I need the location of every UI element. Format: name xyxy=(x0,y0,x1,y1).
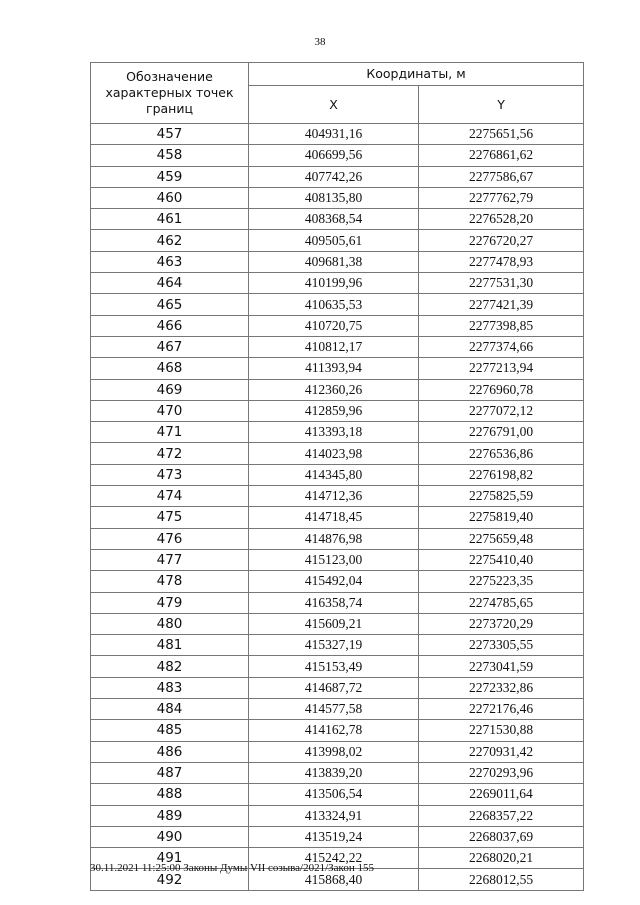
table-row xyxy=(91,209,584,230)
y-cell: 2270293,96 xyxy=(419,762,584,783)
y-cell: 2276960,78 xyxy=(419,379,584,400)
point-cell: 460 xyxy=(91,187,249,208)
y-cell: 2272176,46 xyxy=(419,699,584,720)
point-cell: 469 xyxy=(91,379,249,400)
point-cell: 477 xyxy=(91,549,249,570)
point-cell: 481 xyxy=(91,635,249,656)
x-cell: 412859,96 xyxy=(249,400,419,421)
y-cell: 2276528,20 xyxy=(419,209,584,230)
y-cell: 2275651,56 xyxy=(419,124,584,145)
point-cell: 471 xyxy=(91,422,249,443)
table-row xyxy=(91,443,584,464)
x-cell: 408135,80 xyxy=(249,187,419,208)
table-row xyxy=(91,635,584,656)
y-cell: 2275659,48 xyxy=(419,528,584,549)
point-cell: 478 xyxy=(91,571,249,592)
x-cell: 414876,98 xyxy=(249,528,419,549)
point-cell: 473 xyxy=(91,464,249,485)
x-header: X xyxy=(249,86,419,124)
x-cell: 413506,54 xyxy=(249,784,419,805)
y-cell: 2268012,55 xyxy=(419,869,584,890)
y-cell: 2273720,29 xyxy=(419,613,584,634)
point-cell: 491 xyxy=(91,848,249,869)
coordinates-table xyxy=(90,62,584,891)
x-cell: 414687,72 xyxy=(249,677,419,698)
y-cell: 2276791,00 xyxy=(419,422,584,443)
coordinates-header: Координаты, м xyxy=(249,63,584,86)
y-cell: 2273041,59 xyxy=(419,656,584,677)
point-cell: 475 xyxy=(91,507,249,528)
x-cell: 414577,58 xyxy=(249,699,419,720)
table-body xyxy=(91,124,584,891)
y-cell: 2275223,35 xyxy=(419,571,584,592)
y-cell: 2274785,65 xyxy=(419,592,584,613)
table-row xyxy=(91,166,584,187)
point-cell: 484 xyxy=(91,699,249,720)
table-row xyxy=(91,549,584,570)
x-cell: 410199,96 xyxy=(249,273,419,294)
point-cell: 487 xyxy=(91,762,249,783)
y-cell: 2277213,94 xyxy=(419,358,584,379)
table-row xyxy=(91,826,584,847)
y-cell: 2277478,93 xyxy=(419,251,584,272)
x-cell: 415868,40 xyxy=(249,869,419,890)
table-row xyxy=(91,379,584,400)
y-cell: 2269011,64 xyxy=(419,784,584,805)
table-row xyxy=(91,400,584,421)
point-cell: 464 xyxy=(91,273,249,294)
table-row xyxy=(91,592,584,613)
y-cell: 2272332,86 xyxy=(419,677,584,698)
y-cell: 2275825,59 xyxy=(419,486,584,507)
table-row xyxy=(91,486,584,507)
y-cell: 2268020,21 xyxy=(419,848,584,869)
x-cell: 416358,74 xyxy=(249,592,419,613)
point-cell: 463 xyxy=(91,251,249,272)
x-cell: 411393,94 xyxy=(249,358,419,379)
point-cell: 490 xyxy=(91,826,249,847)
y-cell: 2277398,85 xyxy=(419,315,584,336)
x-cell: 415609,21 xyxy=(249,613,419,634)
point-cell: 485 xyxy=(91,720,249,741)
point-cell: 483 xyxy=(91,677,249,698)
x-cell: 409681,38 xyxy=(249,251,419,272)
y-cell: 2276861,62 xyxy=(419,145,584,166)
y-cell: 2275819,40 xyxy=(419,507,584,528)
point-cell: 479 xyxy=(91,592,249,613)
x-cell: 415327,19 xyxy=(249,635,419,656)
point-cell: 476 xyxy=(91,528,249,549)
x-cell: 413839,20 xyxy=(249,762,419,783)
table-row xyxy=(91,720,584,741)
x-cell: 413998,02 xyxy=(249,741,419,762)
table-row xyxy=(91,358,584,379)
y-cell: 2270931,42 xyxy=(419,741,584,762)
table-row xyxy=(91,613,584,634)
table-row xyxy=(91,762,584,783)
y-cell: 2277072,12 xyxy=(419,400,584,421)
x-cell: 415123,00 xyxy=(249,549,419,570)
x-cell: 410812,17 xyxy=(249,336,419,357)
table-row xyxy=(91,294,584,315)
point-cell: 482 xyxy=(91,656,249,677)
x-cell: 413393,18 xyxy=(249,422,419,443)
x-cell: 404931,16 xyxy=(249,124,419,145)
table-row xyxy=(91,741,584,762)
point-cell: 468 xyxy=(91,358,249,379)
y-cell: 2277762,79 xyxy=(419,187,584,208)
footer-stamp: 30.11.2021 11:25:00 Законы Думы VII созыва/2021/Закон 155 xyxy=(90,862,374,874)
point-cell: 466 xyxy=(91,315,249,336)
point-cell: 470 xyxy=(91,400,249,421)
table-row xyxy=(91,230,584,251)
point-cell: 458 xyxy=(91,145,249,166)
table-row xyxy=(91,784,584,805)
table-row xyxy=(91,507,584,528)
table-row xyxy=(91,315,584,336)
x-cell: 414162,78 xyxy=(249,720,419,741)
point-cell: 457 xyxy=(91,124,249,145)
table-row xyxy=(91,571,584,592)
x-cell: 414345,80 xyxy=(249,464,419,485)
point-cell: 462 xyxy=(91,230,249,251)
table-row xyxy=(91,251,584,272)
x-cell: 407742,26 xyxy=(249,166,419,187)
table-row xyxy=(91,805,584,826)
page-number: 38 xyxy=(314,36,326,48)
point-cell: 492 xyxy=(91,869,249,890)
y-cell: 2277586,67 xyxy=(419,166,584,187)
x-cell: 412360,26 xyxy=(249,379,419,400)
point-cell: 465 xyxy=(91,294,249,315)
table-row xyxy=(91,124,584,145)
x-cell: 408368,54 xyxy=(249,209,419,230)
y-cell: 2276720,27 xyxy=(419,230,584,251)
y-cell: 2276536,86 xyxy=(419,443,584,464)
y-cell: 2268357,22 xyxy=(419,805,584,826)
x-cell: 414718,45 xyxy=(249,507,419,528)
table-row xyxy=(91,336,584,357)
x-cell: 413324,91 xyxy=(249,805,419,826)
x-cell: 410720,75 xyxy=(249,315,419,336)
point-cell: 489 xyxy=(91,805,249,826)
designation-header: Обозначение характерных точек границ xyxy=(91,63,249,124)
x-cell: 415242,22 xyxy=(249,848,419,869)
point-cell: 488 xyxy=(91,784,249,805)
x-cell: 414023,98 xyxy=(249,443,419,464)
y-cell: 2276198,82 xyxy=(419,464,584,485)
y-cell: 2268037,69 xyxy=(419,826,584,847)
y-cell: 2273305,55 xyxy=(419,635,584,656)
x-cell: 414712,36 xyxy=(249,486,419,507)
point-cell: 480 xyxy=(91,613,249,634)
table-row xyxy=(91,464,584,485)
table-row xyxy=(91,187,584,208)
point-cell: 459 xyxy=(91,166,249,187)
y-cell: 2271530,88 xyxy=(419,720,584,741)
table-row xyxy=(91,528,584,549)
y-cell: 2277531,30 xyxy=(419,273,584,294)
table-row xyxy=(91,422,584,443)
table-header xyxy=(91,63,584,124)
table-row xyxy=(91,145,584,166)
point-cell: 461 xyxy=(91,209,249,230)
point-cell: 474 xyxy=(91,486,249,507)
x-cell: 409505,61 xyxy=(249,230,419,251)
table-row xyxy=(91,699,584,720)
point-cell: 467 xyxy=(91,336,249,357)
table-row xyxy=(91,273,584,294)
x-cell: 410635,53 xyxy=(249,294,419,315)
point-cell: 486 xyxy=(91,741,249,762)
x-cell: 413519,24 xyxy=(249,826,419,847)
y-header: Y xyxy=(419,86,584,124)
point-cell: 472 xyxy=(91,443,249,464)
y-cell: 2275410,40 xyxy=(419,549,584,570)
y-cell: 2277374,66 xyxy=(419,336,584,357)
y-cell: 2277421,39 xyxy=(419,294,584,315)
table-row xyxy=(91,677,584,698)
x-cell: 415153,49 xyxy=(249,656,419,677)
table-row xyxy=(91,656,584,677)
x-cell: 406699,56 xyxy=(249,145,419,166)
x-cell: 415492,04 xyxy=(249,571,419,592)
